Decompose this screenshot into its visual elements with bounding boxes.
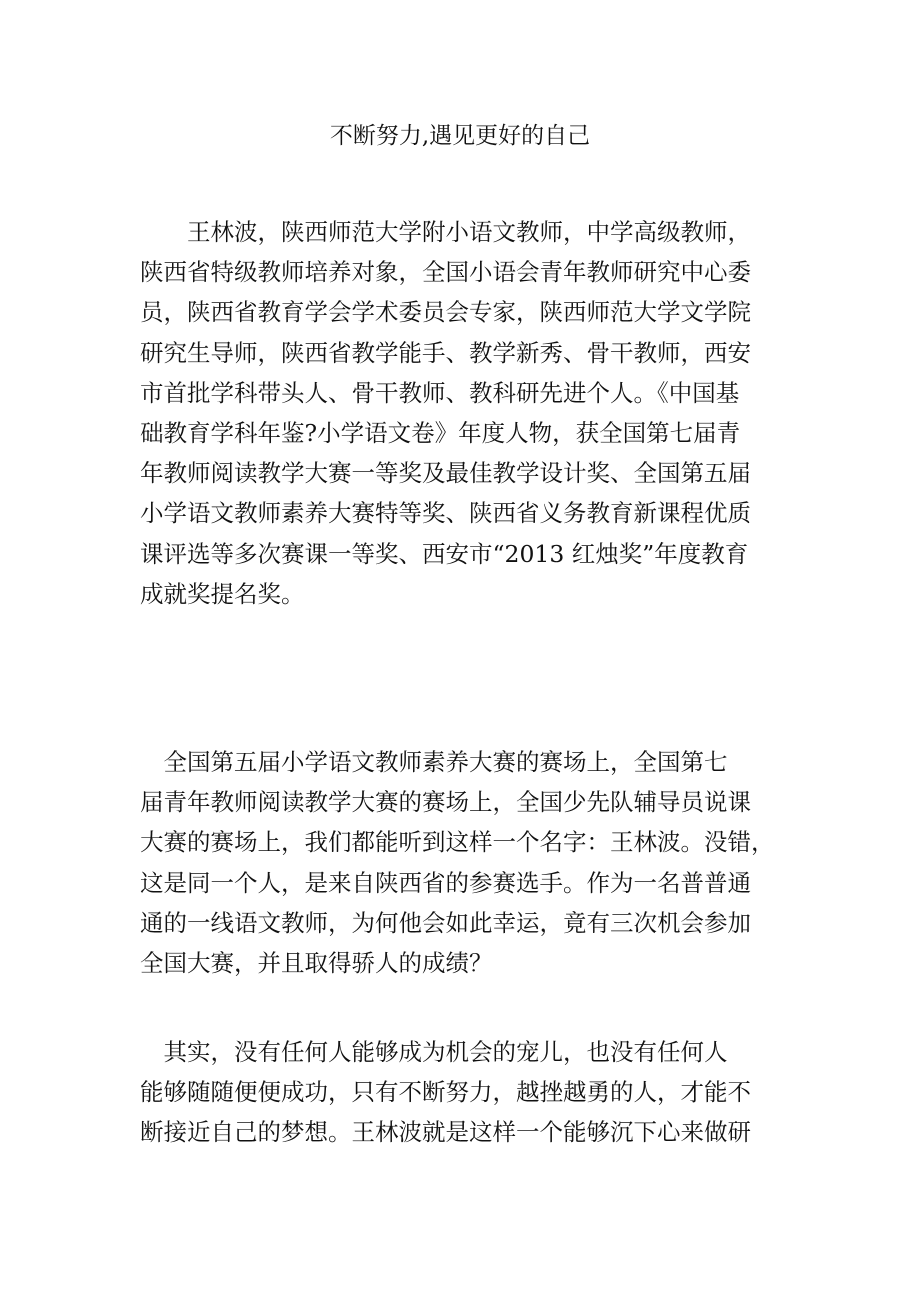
text-line: 全国第五届小学语文教师素养大赛的赛场上，全国第七 xyxy=(140,748,728,776)
text-line: 这是同一个人，是来自陕西省的参赛选手。作为一名普普通 xyxy=(140,868,751,897)
text-line: 大赛的赛场上，我们都能听到这样一个名字：王林波。没错， xyxy=(140,828,775,857)
text-line: 全国大赛，并且取得骄人的成绩？ xyxy=(140,949,493,978)
text-line: 通的一线语文教师，为何他会如此幸运，竟有三次机会参加 xyxy=(140,908,751,937)
text-line: 成就奖提名奖。 xyxy=(140,579,305,608)
text-line: 断接近自己的梦想。王林波就是这样一个能够沉下心来做研 xyxy=(140,1118,751,1147)
document-title: 不断努力,遇见更好的自己 xyxy=(329,123,591,149)
text-line: 届青年教师阅读教学大赛的赛场上，全国少先队辅导员说课 xyxy=(140,788,751,817)
paragraph-competitions xyxy=(140,742,780,983)
text-line: 研究生导师，陕西省教学能手、教学新秀、骨干教师，西安 xyxy=(140,338,751,367)
text-line: 年教师阅读教学大赛一等奖及最佳教学设计奖、全国第五届 xyxy=(140,459,751,488)
text-line: 陕西省特级教师培养对象，全国小语会青年教师研究中心委 xyxy=(140,258,751,287)
text-line: 其实，没有任何人能够成为机会的宠儿，也没有任何人 xyxy=(140,1038,728,1066)
text-line: 础教育学科年鉴?小学语文卷》年度人物，获全国第七届青 xyxy=(140,419,741,448)
paragraph-effort xyxy=(140,1032,780,1153)
text-line: 小学语文教师素养大赛特等奖、陕西省义务教育新课程优质 xyxy=(140,499,751,528)
text-line: 课评选等多次赛课一等奖、西安市“2013 红烛奖”年度教育 xyxy=(140,539,749,568)
text-line: 员，陕西省教育学会学术委员会专家，陕西师范大学文学院 xyxy=(140,298,751,327)
text-line: 市首批学科带头人、骨干教师、教科研先进个人。《中国基 xyxy=(140,378,740,407)
text-line: 王林波，陕西师范大学附小语文教师，中学高级教师， xyxy=(140,218,751,246)
text-line: 能够随随便便成功，只有不断努力，越挫越勇的人，才能不 xyxy=(140,1078,751,1107)
paragraph-intro xyxy=(140,212,780,614)
